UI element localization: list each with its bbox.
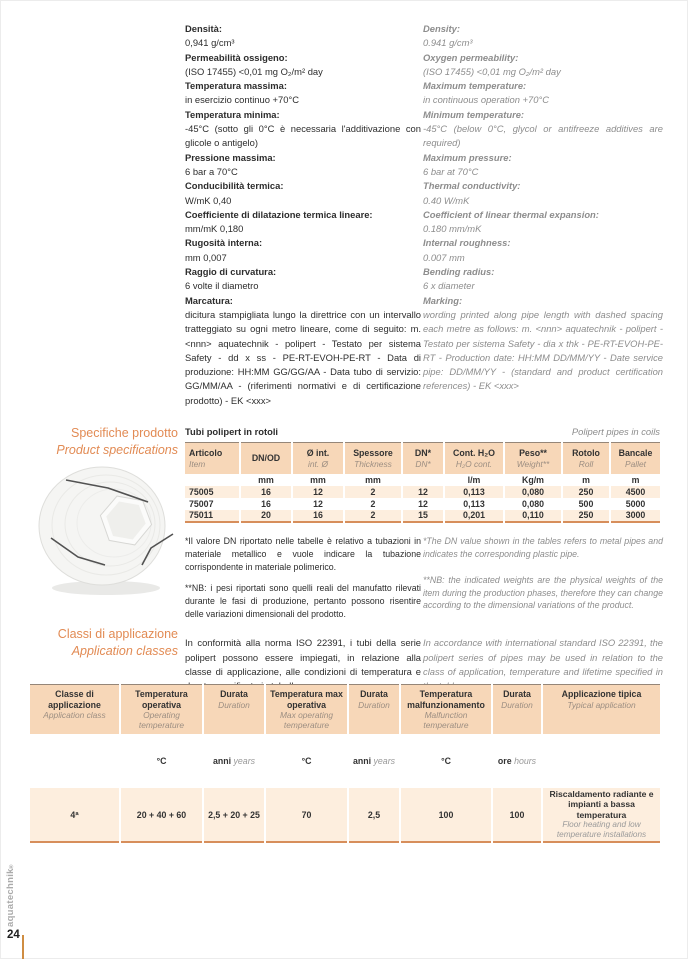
spec-value-cell: 4500 [610, 486, 660, 498]
column-header [292, 443, 344, 474]
column-header-english: Typical application [567, 699, 636, 710]
column-header-english: H₂O cont. [455, 458, 493, 469]
column-header-italian: Durata [360, 689, 388, 699]
column-header-english: Duration [358, 699, 390, 710]
column-header-english: Malfunction temperature [423, 710, 469, 730]
application-classes-table-section [30, 684, 660, 843]
spec-value-cell: 2 [344, 510, 402, 522]
table-header-row [30, 685, 660, 735]
class-value-cell: 100 [400, 788, 492, 842]
column-header [402, 443, 444, 474]
section-heading-product-specifications [30, 425, 178, 459]
pipe-coil-illustration [30, 464, 182, 598]
footnote-dn-italian: *Il valore DN riportato nelle tabelle è relativo a tubazioni in materiale metallico e vuole indicare la tubazione corrispondente in materiale polimerico. [185, 535, 421, 572]
table-header [185, 443, 660, 474]
column-header-italian: DN* [414, 448, 432, 458]
unit-cell [185, 474, 240, 486]
property-value-en: 0.007 mm [423, 251, 465, 263]
property-value-it: W/mK 0,40 [185, 194, 232, 206]
product-specifications-table [185, 442, 660, 523]
typical-application-english: Floor heating and low temperature installations [556, 820, 647, 840]
column-header-italian: Ø int. [306, 448, 330, 458]
brand-logo-text: aquatechnik [5, 868, 16, 927]
spec-value-cell: 12 [292, 486, 344, 498]
unit-italian: °C [156, 756, 167, 766]
pipe-coil-image [30, 464, 182, 598]
column-header-english: Weight** [516, 458, 550, 469]
unit-cell: mm [292, 474, 344, 486]
column-header [492, 685, 542, 735]
intro-english: In accordance with international standard ISO 22391, the polipert series of pipes may be used in relation to the class of application, temperature and lifetime specified in the table. [423, 637, 663, 692]
unit-english: years [373, 756, 396, 766]
property-label-it: Permeabilità ossigeno: [185, 51, 288, 63]
class-value-cell: 2,5 [348, 788, 400, 842]
spec-value-cell: 0,080 [504, 486, 562, 498]
column-header [542, 685, 660, 735]
application-classes-table [30, 684, 660, 843]
spec-value-cell: 0,110 [504, 510, 562, 522]
heading-specifiche-prodotto: Specifiche prodotto [70, 426, 178, 440]
column-header-italian: Spessore [353, 448, 393, 458]
property-value-it: 0,941 g/cm³ [185, 37, 235, 49]
unit-cell: m [562, 474, 610, 486]
spec-value-cell: 250 [562, 510, 610, 522]
column-header [504, 443, 562, 474]
spec-table-section [185, 426, 660, 523]
heading-application-classes: Application classes [71, 644, 178, 658]
property-label-en: Maximum temperature: [423, 80, 527, 92]
column-header [120, 685, 203, 735]
registered-trademark-symbol: ® [8, 861, 14, 869]
page-number: 24 [7, 929, 20, 941]
properties-column-italian [185, 22, 421, 408]
column-header-english: Thickness [354, 458, 392, 469]
property-label-it: Conducibilità termica: [185, 180, 284, 192]
spec-value-cell: 0,113 [444, 498, 504, 510]
column-header-italian: DN/OD [251, 453, 281, 463]
property-label-it: Temperatura massima: [185, 80, 287, 92]
column-header-english: Max operating temperature [279, 710, 334, 730]
unit-italian: ore [497, 756, 512, 766]
column-header-italian: Articolo [189, 448, 223, 458]
spec-value-cell: 0,113 [444, 486, 504, 498]
typical-application-cell [542, 788, 660, 842]
property-label-en: Internal roughness: [423, 237, 511, 249]
vertical-brand-logo [5, 853, 16, 927]
spec-table-row [185, 486, 660, 498]
class-value-cell: 20 + 40 + 60 [120, 788, 203, 842]
column-header [400, 685, 492, 735]
table-header [30, 685, 660, 735]
column-header [265, 685, 348, 735]
property-value-en: 0.40 W/mK [423, 194, 470, 206]
property-label-en: Thermal conductivity: [423, 180, 521, 192]
article-code-cell: 75005 [189, 486, 214, 497]
spec-table-caption [185, 426, 660, 437]
section-heading-application-classes [30, 626, 178, 660]
spec-value-cell: 16 [240, 486, 292, 498]
unit-cell [120, 734, 203, 788]
unit-cell: mm [240, 474, 292, 486]
spec-table-body [185, 474, 660, 522]
article-code-cell: 75011 [189, 510, 213, 520]
property-label-en: Bending radius: [423, 266, 495, 278]
intro-italian: In conformità alla norma ISO 22391, i tubi della serie polipert possono essere impiegati, in relazione alla classe di applicazione, alle condizioni di temperatura e durata specificate in tabella. [185, 637, 421, 692]
unit-cell [265, 734, 348, 788]
spec-value-cell: 16 [240, 498, 292, 510]
property-label-en: Oxygen permeability: [423, 51, 519, 63]
spec-value-cell: 15 [402, 510, 444, 522]
application-class-cell: 4ª [70, 809, 79, 820]
class-value-cell: 100 [492, 788, 542, 842]
property-value-en: -45°C (below 0°C, glycol or antifreeze additives are required) [423, 123, 663, 149]
spec-value-cell: 250 [562, 486, 610, 498]
spec-value-cell: 16 [292, 510, 344, 522]
units-row [30, 734, 660, 788]
column-header-english: Operating temperature [138, 710, 185, 730]
property-label-it: Temperatura minima: [185, 108, 280, 120]
unit-cell [348, 734, 400, 788]
property-value-it: 6 volte il diametro [185, 280, 259, 292]
column-header-italian: Temperatura max operativa [270, 689, 343, 710]
property-value-it: (ISO 17455) <0,01 mg O₂/m² day [185, 65, 323, 77]
property-label-it: Marcatura: [185, 294, 233, 306]
column-header-english: Application class [43, 710, 106, 720]
property-label-en: Minimum temperature: [423, 108, 525, 120]
property-label-it: Rugosità interna: [185, 237, 263, 249]
unit-english: hours [514, 756, 537, 766]
unit-italian: °C [301, 756, 312, 766]
class-table-body [30, 734, 660, 842]
column-header-italian: Peso** [519, 448, 547, 458]
column-header [203, 685, 265, 735]
column-header-english: Duration [501, 699, 533, 710]
spec-value-cell: 12 [402, 486, 444, 498]
spec-value-cell: 12 [402, 498, 444, 510]
spec-table-row [185, 510, 660, 522]
column-header-italian: Temperatura operativa [135, 689, 188, 710]
unit-cell [402, 474, 444, 486]
unit-cell [400, 734, 492, 788]
unit-cell: m [610, 474, 660, 486]
unit-italian: °C [441, 756, 451, 766]
footnotes-italian [185, 526, 421, 622]
column-header-italian: Cont. H₂O [452, 448, 496, 458]
heading-classi-di-applicazione: Classi di applicazione [57, 627, 178, 641]
article-code-cell: 75007 [189, 498, 214, 509]
column-header-italian: Applicazione tipica [561, 689, 642, 699]
property-label-it: Raggio di curvatura: [185, 266, 277, 278]
spec-value-cell: 12 [292, 498, 344, 510]
unit-italian: anni [352, 756, 372, 766]
spec-table-row [185, 498, 660, 510]
property-label-en: Maximum pressure: [423, 151, 512, 163]
column-header-italian: Temperatura malfunzionamento [407, 689, 485, 710]
property-value-en: wording printed along pipe length with dashed spacing each metre as follows: m. <nnn> aquatechnik - polipert - Testato per sistema Safety - dia x thk - PE-RT-EVOH-PE-RT - Production date: HH:MM DD/MM/YY - Date service pipe: DD/MM/YY - (standard and product certification references) - EK <xxx> [423, 308, 663, 392]
property-value-it: 6 bar a 70°C [185, 165, 238, 177]
column-header [30, 685, 120, 735]
unit-italian: anni [212, 756, 232, 766]
page-accent-line [22, 935, 24, 959]
units-row [185, 474, 660, 486]
property-value-en: 0.180 mm/mK [423, 223, 482, 235]
unit-english: years [233, 756, 256, 766]
footnotes-english [423, 526, 663, 625]
unit-cell [492, 734, 542, 788]
property-label-it: Pressione massima: [185, 151, 276, 163]
property-value-it: mm 0,007 [185, 251, 227, 263]
column-header-english: Pallet [625, 458, 646, 469]
spec-value-cell: 0,201 [444, 510, 504, 522]
column-header-english: Item [189, 458, 206, 469]
column-header [610, 443, 660, 474]
spec-value-cell: 2 [344, 486, 402, 498]
class-value-cell: 70 [265, 788, 348, 842]
spec-value-cell: 20 [240, 510, 292, 522]
column-header [344, 443, 402, 474]
column-header [348, 685, 400, 735]
property-value-en: (ISO 17455) <0,01 mg O₂/m² day [423, 65, 561, 77]
unit-cell [203, 734, 265, 788]
column-header [240, 443, 292, 474]
column-header-italian: Classe di applicazione [48, 689, 101, 710]
spec-value-cell: 3000 [610, 510, 660, 522]
typical-application-italian: Riscaldamento radiante e impianti a bassa temperatura [549, 788, 654, 820]
table-header-row [185, 443, 660, 474]
class-value-cell: 2,5 + 20 + 25 [203, 788, 265, 842]
footnote-weight-english: **NB: the indicated weights are the physical weights of the item during the production phases, therefore they can change according to the dimensional variations of the product. [423, 574, 663, 611]
column-header-english: Duration [218, 699, 250, 710]
class-table-row [30, 788, 660, 842]
spec-table-caption-english: Polipert pipes in coils [571, 426, 660, 437]
property-label-en: Marking: [423, 294, 463, 306]
spec-value-cell: 0,080 [504, 498, 562, 510]
column-header-english: DN* [415, 458, 431, 469]
unit-cell: l/m [444, 474, 504, 486]
spec-value-cell: 5000 [610, 498, 660, 510]
property-value-it: in esercizio continuo +70°C [185, 94, 299, 106]
footnote-weight-italian: **NB: i pesi riportati sono quelli reali del manufatto rilevati durante le fasi di produzione, pertanto possono risentire delle variazioni dimensionali del prodotto. [185, 583, 421, 620]
property-value-en: 6 x diameter [423, 280, 475, 292]
unit-cell [542, 734, 660, 788]
column-header [185, 443, 240, 474]
column-header-english: Roll [578, 458, 594, 469]
column-header-italian: Bancale [618, 448, 653, 458]
property-value-it: dicitura stampigliata lungo la direttrice con un intervallo tratteggiato su ogni metro lineare, come di seguito: m. <nnn> aquatechnik - polipert - Testato per sistema Safety - dd x ss - PE-RT-EVOH-PE-RT - Data di produzione: HH:MM GG/GG/AA - Data tubo di servizio: GG/MM/AA - (riferimenti normativi e di certificazione prodotto) - EK <xxx> [185, 308, 421, 406]
property-value-en: 6 bar at 70°C [423, 165, 479, 177]
spec-value-cell: 2 [344, 498, 402, 510]
unit-cell: mm [344, 474, 402, 486]
column-header-italian: Durata [503, 689, 531, 699]
property-label-it: Densità: [185, 23, 222, 34]
column-header [562, 443, 610, 474]
property-value-en: in continuous operation +70°C [423, 94, 549, 106]
properties-column-english [423, 22, 663, 394]
spec-table-caption-italian: Tubi polipert in rotoli [185, 426, 279, 437]
property-label-it: Coefficiente di dilatazione termica lineare: [185, 208, 373, 220]
property-label-en: Coefficient of linear thermal expansion: [423, 208, 599, 220]
footnote-dn-english: *The DN value shown in the tables refers to metal pipes and indicates the corresponding plastic pipe. [423, 535, 663, 559]
property-value-en: 0.941 g/cm³ [423, 37, 473, 49]
column-header-italian: Rotolo [572, 448, 600, 458]
property-value-it: mm/mK 0,180 [185, 223, 244, 235]
heading-product-specifications: Product specifications [56, 443, 178, 457]
property-value-it: -45°C (sotto gli 0°C è necessaria l'additivazione con glicole o antigelo) [185, 123, 421, 149]
column-header [444, 443, 504, 474]
unit-cell [30, 734, 120, 788]
property-label-en: Density: [423, 23, 460, 34]
spec-value-cell: 500 [562, 498, 610, 510]
column-header-italian: Durata [220, 689, 248, 699]
column-header-english: int. Ø [307, 458, 328, 469]
unit-cell: Kg/m [504, 474, 562, 486]
